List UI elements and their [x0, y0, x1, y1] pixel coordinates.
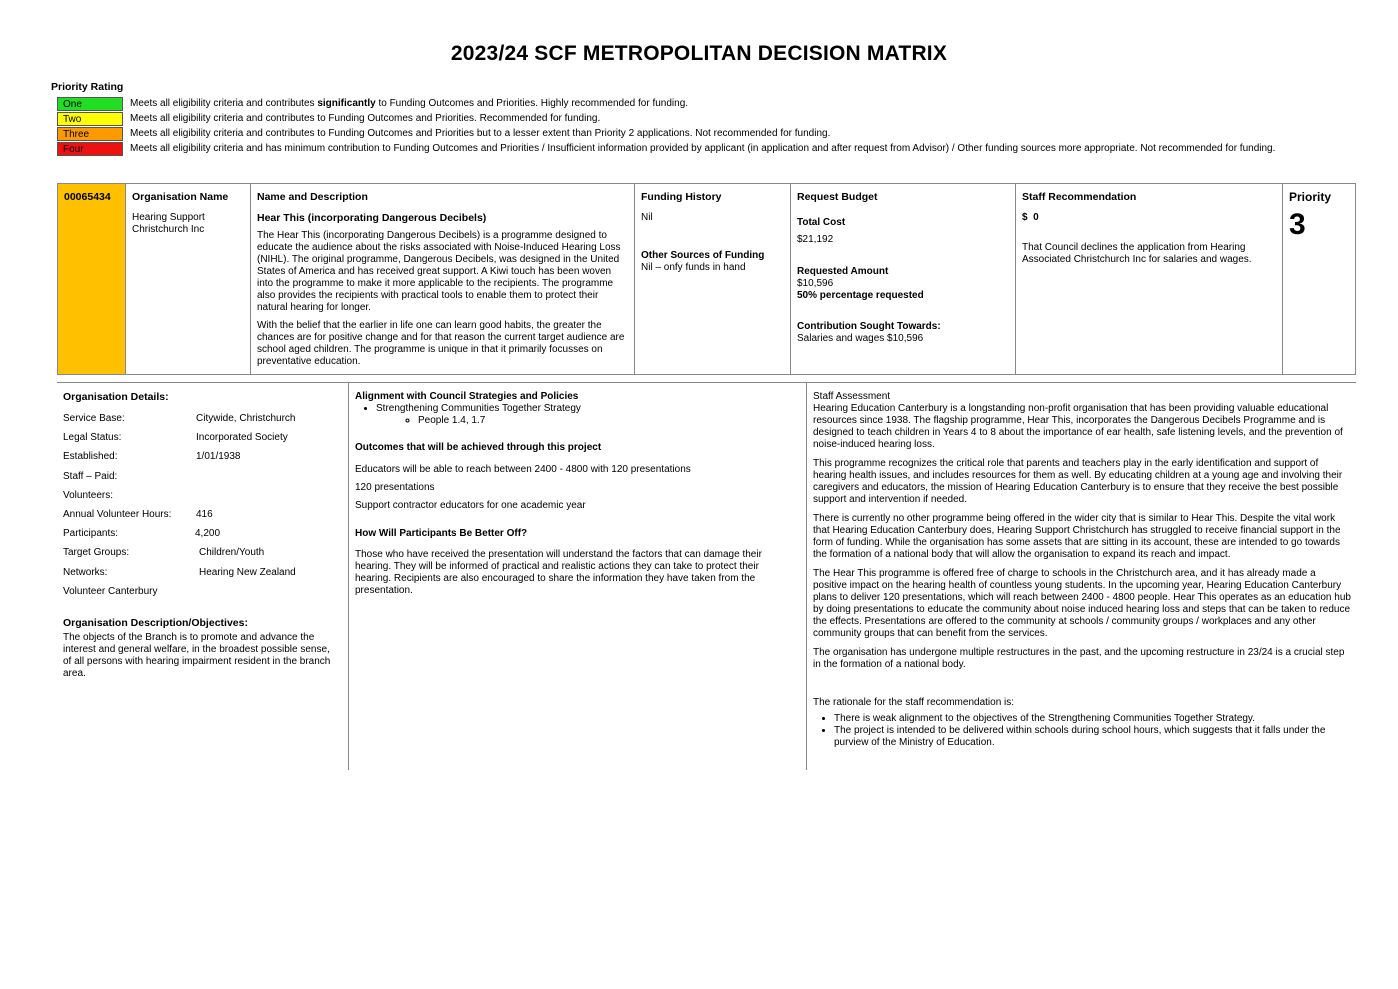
strategy-item: • Strengthening Communities Together Strategy ◦ People 1.4, 1.7	[376, 403, 795, 427]
detail-row-volunteer-canterbury: Volunteer Canterbury	[63, 585, 158, 597]
application-table	[57, 183, 1356, 375]
project-name: Hear This (incorporating Dangerous Decibels)	[257, 212, 487, 224]
alignment-outcomes	[355, 391, 795, 597]
section-divider	[57, 382, 1356, 383]
staff-recommendation-cell	[1015, 184, 1282, 374]
priority-value: 3	[1289, 208, 1306, 241]
priority-desc-one: Meets all eligibility criteria and contributes significantly to Funding Outcomes and Priorities. Highly recommended for funding.	[130, 98, 689, 109]
strategy-list	[355, 403, 795, 427]
assessment-paragraph-2: This programme recognizes the critical role that parents and teachers play in the early identification and support of hearing health issues, and includes resources for them as well. By educating children at a young age and involving their caregivers and educators, the mission of Hearing Education Canterbury is to ensure that they receive the best possible support and intervention if needed.	[813, 458, 1343, 505]
priority-swatch-four: Four	[57, 142, 123, 156]
outcome-item-2: 120 presentations	[355, 482, 435, 493]
rationale-item-1: • There is weak alignment to the objectives of the Strengthening Communities Together Strategy.	[834, 713, 1351, 725]
rationale-item-2: • The project is intended to be delivered within schools during school hours, which suggests that it falls under the purview of the Ministry of Education.	[834, 725, 1351, 749]
description-paragraph-2: With the belief that the earlier in life one can learn good habits, the greater the chances are for positive change and for that reason the current target audience are school aged children. The programme is unique in that it primarily focusses on preventative education.	[257, 320, 625, 367]
assessment-paragraph-5: The organisation has undergone multiple restructures in the past, and the upcoming restructure in 23/24 is a crucial step in the formation of a national body.	[813, 647, 1345, 670]
application-id-cell	[58, 184, 125, 374]
column-divider-2	[806, 383, 807, 770]
contribution-value: Salaries and wages $10,596	[797, 333, 924, 344]
detail-row-participants: Participants: 4,200	[63, 528, 221, 540]
detail-row-legal-status: Legal Status: Incorporated Society	[63, 432, 288, 444]
detail-row-service-base: Service Base: Citywide, Christchurch	[63, 413, 296, 424]
assessment-paragraph-1: Hearing Education Canterbury is a longstanding non-profit organisation that has been providing valuable educational resources since 1938. The flagship programme, Hear This, incorporates the Dangerous Decibels Programme and is designed to teach children in Years 4 to 8 about the importance of ear health, safe listening levels, and the prevention of noise-induced hearing loss.	[813, 403, 1343, 450]
other-sources-label: Other Sources of Funding	[641, 250, 765, 261]
org-description-text: The objects of the Branch is to promote and advance the interest and general welfare, in the broadest possible sense, of all persons with hearing impairment resident in the branch area.	[63, 631, 331, 679]
total-cost-value: $21,192	[797, 234, 834, 245]
staff-recommendation-amount: $ 0	[1022, 212, 1039, 223]
request-budget-header: Request Budget	[797, 191, 878, 203]
priority-desc-three: Meets all eligibility criteria and contributes to Funding Outcomes and Priorities but to a lesser extent than Priority 2 applications. Not recommended for funding.	[130, 128, 831, 139]
outcomes-heading: Outcomes that will be achieved through this project	[355, 442, 602, 453]
assessment-paragraph-4: The Hear This programme is offered free of charge to schools in the Christchurch area, and it has already made a positive impact on the hearing health of countless young students. In the upcoming year, Hearing Education Canterbury plans to deliver 120 presentations, which will reach between 2400 - 4800 people. Hear This operates as an education hub by doing presentations to educate the community about noise induced hearing loss and steps that can be taken to reduce the effects. Presentations are offered to the community at schools / community groups / workplaces and any other community groups that can benefit from the services.	[813, 568, 1351, 639]
strategy-sub-item: ◦ People 1.4, 1.7	[418, 415, 795, 427]
requested-amount-value: $10,596	[797, 278, 834, 289]
staff-recommendation-header: Staff Recommendation	[1022, 191, 1137, 203]
outcome-item-1: Educators will be able to reach between 2400 - 4800 with 120 presentations	[355, 464, 691, 475]
alignment-heading: Alignment with Council Strategies and Policies	[355, 391, 579, 402]
org-name-header: Organisation Name	[132, 191, 229, 203]
staff-assessment-heading: Staff Assessment	[813, 391, 891, 402]
assessment-paragraph-3: There is currently no other programme being offered in the wider city that is similar to Hear This. Despite the vital work that Hearing Education Canterbury does, Hearing Support Christchurch has struggled to receive financial support in the form of funding. While the organisation has some assets that are sitting in its account, these are intended to go towards the formation of a national body that will allow the organisation to expand its reach and impact.	[813, 513, 1341, 560]
priority-swatch-two: Two	[57, 112, 123, 126]
detail-row-target-groups: Target Groups: Children/Youth	[63, 547, 265, 559]
funding-history-value: Nil	[641, 212, 653, 223]
detail-row-volunteers: Volunteers:	[63, 489, 114, 501]
other-sources-value: Nil – onfy funds in hand	[641, 262, 746, 273]
org-description-heading: Organisation Description/Objectives:	[63, 616, 248, 629]
funding-history-cell	[634, 184, 790, 374]
better-off-text: Those who have received the presentation will understand the factors that can damage their hearing. They will be informed of practical and realistic actions they can take to protect their hearing. Recipients are also encouraged to share the information they have taken from the presentation.	[355, 549, 762, 596]
rationale-list	[813, 713, 1351, 749]
description-cell	[250, 184, 634, 374]
staff-assessment	[813, 391, 1351, 749]
org-name: Hearing Support Christchurch Inc	[132, 212, 205, 235]
priority-swatch-one: One	[57, 97, 123, 111]
outcome-item-3: Support contractor educators for one academic year	[355, 500, 586, 511]
org-name-cell	[125, 184, 250, 374]
strategy-sublist	[376, 415, 795, 427]
column-divider-1	[348, 383, 349, 770]
description-header: Name and Description	[257, 191, 368, 203]
detail-row-volunteer-hours: Annual Volunteer Hours: 416	[63, 508, 213, 520]
detail-row-established: Established: 1/01/1938	[63, 451, 241, 463]
organisation-details	[63, 391, 343, 680]
priority-rating-label: Priority Rating	[51, 81, 124, 93]
better-off-heading: How Will Participants Be Better Off?	[355, 528, 528, 539]
percentage-requested: 50% percentage requested	[797, 290, 924, 301]
request-budget-cell	[790, 184, 1015, 374]
priority-header: Priority	[1289, 190, 1332, 204]
total-cost-label: Total Cost	[797, 217, 846, 228]
staff-recommendation-text: That Council declines the application from Hearing Associated Christchurch Inc for salaries and wages.	[1022, 242, 1252, 265]
rationale-intro: The rationale for the staff recommendation is:	[813, 697, 1015, 708]
detail-row-networks: Networks: Hearing New Zealand	[63, 566, 296, 578]
contribution-label: Contribution Sought Towards:	[797, 321, 941, 332]
priority-desc-four: Meets all eligibility criteria and has minimum contribution to Funding Outcomes and Priorities / Insufficient information provided by applicant (in application and after request from Advisor) / Other funding sources more appropriate. Not recommended for funding.	[130, 143, 1276, 154]
requested-amount-label: Requested Amount	[797, 266, 889, 277]
org-details-heading: Organisation Details:	[63, 391, 169, 403]
funding-history-header: Funding History	[641, 191, 722, 203]
description-paragraph-1: The Hear This (incorporating Dangerous Decibels) is a programme designed to educate the audience about the risks associated with Noise-Induced Hearing Loss (NIHL). The original programme, Dangerous Decibels, was designed in the United States of America and has received great support. A Kiwi touch has been woven into the programme to make it more applicable to the recipients. The programme also provides the recipients with practical tools to enable them to protect their natural hearing for longer.	[257, 230, 621, 313]
page-title: 2023/24 SCF METROPOLITAN DECISION MATRIX	[450, 42, 948, 65]
detail-row-staff-paid: Staff – Paid:	[63, 470, 118, 482]
priority-swatch-three: Three	[57, 127, 123, 141]
priority-desc-two: Meets all eligibility criteria and contributes to Funding Outcomes and Priorities. Recommended for funding.	[130, 113, 601, 124]
application-id: 00065434	[64, 191, 111, 203]
priority-cell	[1282, 184, 1355, 374]
